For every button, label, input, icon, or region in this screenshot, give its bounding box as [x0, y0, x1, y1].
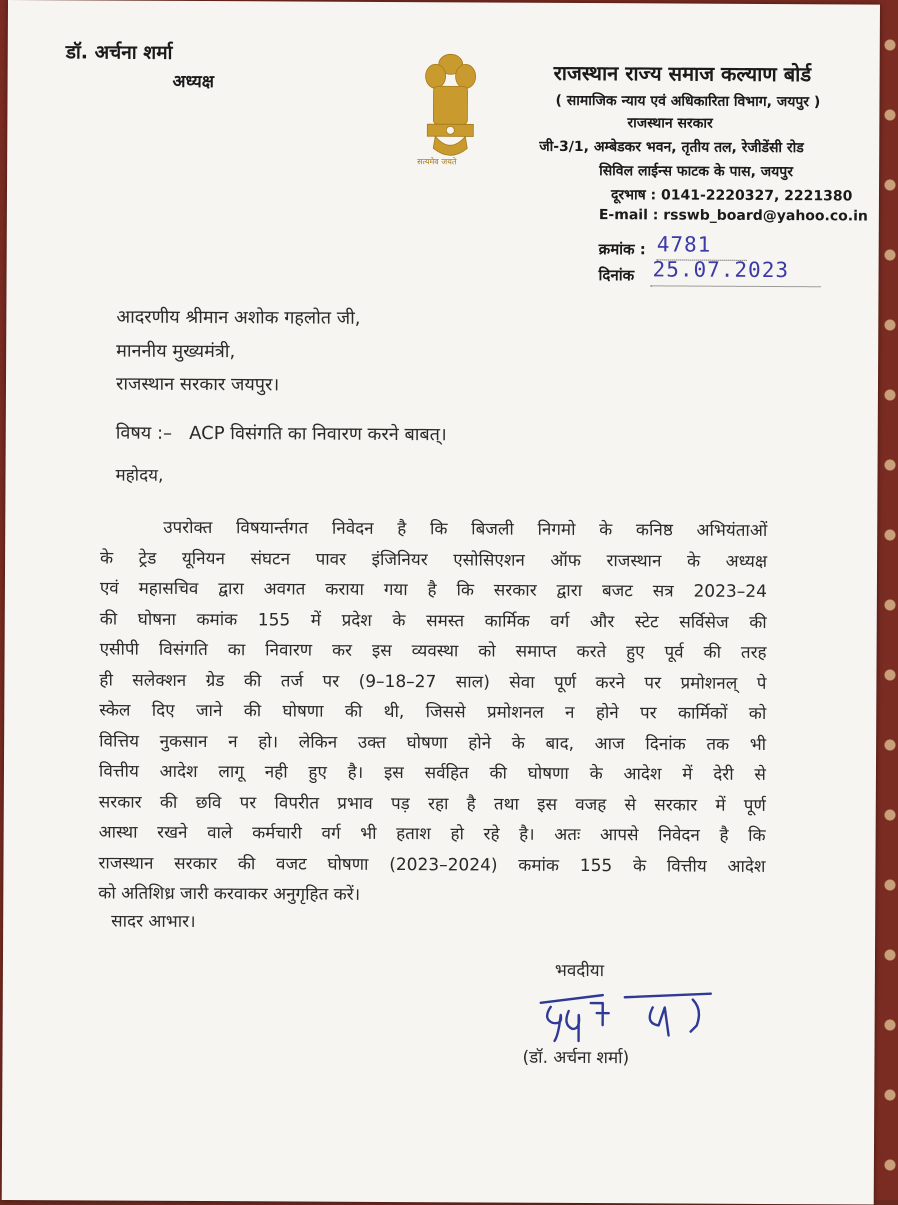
letter-body [98, 512, 767, 912]
recipient-line2: माननीय मुख्यमंत्री, [116, 340, 236, 363]
org-phone: दूरभाष : 0141-2220327, 2221380 [610, 187, 853, 205]
org-email: E-mail : rsswb_board@yahoo.co.in [598, 207, 868, 225]
body-line: आस्था रखने वाले कर्मचारी वर्ग भी हताश हो रहे है। अतः आपसे निवेदन है कि [98, 822, 766, 846]
org-address-line1: जी-3/1, अम्बेडकर भवन, तृतीय तल, रेजीडेंसी रोड [539, 138, 804, 157]
org-name: राजस्थान राज्य समाज कल्याण बोर्ड [553, 60, 812, 87]
recipient-line3: राजस्थान सरकार जयपुर। [115, 373, 280, 396]
body-line: की घोषना कमांक 155 में प्रदेश के समस्त कार्मिक वर्ग और स्टेट सर्विसेज की [99, 608, 767, 633]
chairperson-name: डॉ. अर्चना शर्मा [65, 41, 173, 64]
body-line: वित्तिय नुकसान न हो। लेकिन उक्त घोषणा होने के बाद, आज दिनांक तक भी [99, 730, 767, 755]
body-line: वित्तीय आदेश लागू नही हुए है। इस सर्वहित की घोषणा के आदेश में देरी से [98, 761, 767, 785]
org-address-line2: सिविल लाईन्स फाटक के पास, जयपुर [599, 163, 794, 181]
body-line: एवं महासचिव द्वारा अवगत कराया गया है कि सरकार द्वारा बजट सत्र 2023–24 [99, 578, 767, 602]
national-emblem-icon [415, 44, 486, 174]
body-line: राजस्थान सरकार की वजट घोषणा (2023–2024) कमांक 155 के वित्तीय आदेश [98, 852, 766, 877]
ref-label: क्रमांक : [598, 240, 646, 259]
body-line: सरकार की छवि पर विपरीत प्रभाव पड़ रहा है तथा इस वजह से सरकार में पूर्ण [98, 791, 766, 816]
subject-line: विषय :– ACP विसंगति का निवारण करने बाबत्। [115, 422, 447, 446]
recipient-line1: आदरणीय श्रीमान अशोक गहलोत जी, [116, 306, 361, 329]
body-line: उपरोक्त विषयार्न्तगत निवेदन है कि बिजली निगमो के कनिष्ठ अभियंताओं [163, 517, 768, 541]
closing-thanks: सादर आभार। [111, 911, 196, 932]
date-label: दिनांक [598, 266, 635, 285]
handwritten-signature [533, 985, 733, 1046]
date-value: 25.07.2023 [652, 257, 790, 283]
signoff: भवदीया [554, 960, 605, 982]
chairperson-title: अध्यक्ष [172, 71, 215, 93]
date-dotline [651, 285, 821, 287]
emblem-caption: सत्यमेव जयते [417, 157, 457, 167]
org-government: राजस्थान सरकार [627, 115, 713, 132]
body-line: ही सलेक्शन ग्रेड की तर्ज पर (9–18–27 साल) सेवा पूर्ण करने पर प्रमोशनल् पे [99, 669, 767, 694]
letter-page [2, 0, 880, 1205]
salutation: महोदय, [115, 465, 164, 486]
signatory-name: (डॉ. अर्चना शर्मा) [522, 1047, 630, 1069]
body-line: स्केल दिए जाने की घोषणा की थी, जिससे प्रमोशनल न होने पर कार्मिकों को [99, 700, 767, 724]
body-line: के ट्रेड यूनियन संघटन पावर इंजिनियर एसोसिएशन ऑफ राजस्थान के अध्यक्ष [100, 547, 768, 572]
org-department: ( सामाजिक न्याय एवं अधिकारिता विभाग, जयपुर ) [555, 92, 821, 111]
body-line: एसीपी विसंगति का निवारण कर इस व्यवस्था को समाप्त करते हुए पूर्व की तरह [99, 639, 767, 663]
body-line: को अतिशिध्र जारी करवाकर अनुगृहित करें। [98, 883, 361, 905]
ref-number: 4781 [656, 232, 712, 257]
